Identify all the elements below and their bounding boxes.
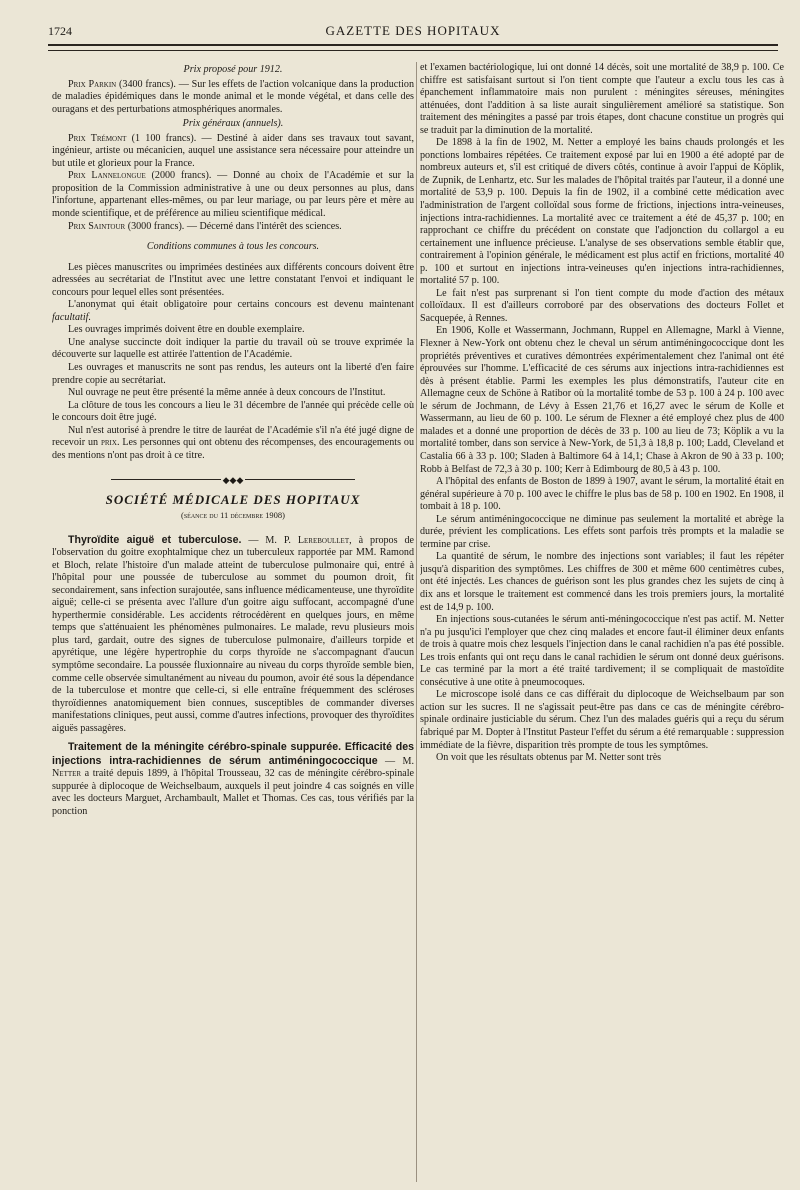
paragraph: La quantité de sérum, le nombre des injections sont variables; il faut les répéter jusqu'à disparition des symptômes. Les chiffres de 300 et même 600 centimètres cubes, ont été injectés. Les chances de guérison sont les plus grandes chez les sujets de cinq à dix ans et lorsque le traitement est commencé dans les trois premiers jours, la mortalité est de 14,9 p. 100.: [420, 551, 784, 613]
prize-name: Prix Saintour: [68, 220, 126, 232]
paragraph: Le sérum antiméningococcique ne diminue pas seulement la mortalité et abrège la durée, prévient les complications. Les effets sont parfois très prompts et la maladie se termine par crise.: [420, 513, 784, 550]
paragraph: et l'examen bactériologique, lui ont donné 14 décès, soit une mortalité de 38,9 p. 100. Ce chiffre est satisfaisant surtout si l'on tient compte que l'auteur a exclu tous les cas à épanchement inflammatoire mais non purulent : méningites séreuses, méningites atténuées, dont l'addition à sa liste aurait singulièrement amélioré sa statistique. Son traitement des méningites a passé par trois étapes, dont chacune constitue un progrès qui se traduit par la diminution de la mortalité.: [420, 62, 784, 136]
section-title: SOCIÉTÉ MÉDICALE DES HOPITAUX: [105, 492, 361, 508]
paragraph: On voit que les résultats obtenus par M. Netter sont très: [436, 752, 662, 764]
prize-name: Prix Lannelongue: [68, 170, 146, 182]
header-rule-thin: [48, 50, 778, 51]
prize-name: Prix Parkin: [68, 78, 117, 90]
prize-name: Prix Trémont: [68, 132, 127, 144]
article-title: Traitement de la méningite cérébro-spinale suppurée. Efficacité des injections intra-rachidiennes de sérum antiméningococcique: [52, 741, 414, 767]
right-column: [420, 62, 784, 1182]
paragraph: De 1898 à la fin de 1902, M. Netter a employé les bains chauds prolongés et les ponctions lombaires répétées. Ce traitement exposé par lui en 1900 a été adopté par de nombreux auteurs et, s'il est critiqué de divers côtés, continue à avoir l'appui de Köplik, de Zupnik, de Lenhartz, etc. Sur les malades de l'hôpital traités par l'auteur, il a donné une mortalité de 53,9 p. 100. Depuis la fin de 1902, il a combiné cette médication avec l'administration de l'argent colloïdal sous forme de frictions, injections intra-veineuses, injections intra-rachidiennes. La mortalité avec ce traitement a été de 45,37 p. 100; en rapprochant ce chiffre du précédent on constate que l'adjonction du collargol a eu certainement une influence précieuse. L'analyse de ses observations semble établir que, contrairement à l'opinion générale, le médicament est plus actif en frictions, mortalité 40 p. 100 et surtout en injections intra-veineuses qu'en injections intra-rachidiennes, mortalité 57 p. 100.: [420, 137, 784, 287]
paragraph: Nul n'est autorisé à prendre le titre de lauréat de l'Académie s'il n'a été jugé digne de recevoir un prix. Les personnes qui ont obtenu des récompenses, des encouragements ou des mentions n'ont pas droit à ce titre.: [52, 424, 414, 461]
paragraph: A l'hôpital des enfants de Boston de 1899 à 1907, avant le sérum, la mortalité était en général supérieure à 70 p. 100 avec le chiffre le plus bas de 58 p. 100 en 1902. En 1908, il tombait à 18 p. 100.: [420, 476, 784, 513]
paragraph: Le fait n'est pas surprenant si l'on tient compte du mode d'action des métaux colloïdaux. Il est d'ailleurs corroboré par des observations des docteurs Follet et Sacquepée, à Rennes.: [420, 287, 784, 324]
article-title: Thyroïdite aiguë et tuberculose.: [68, 533, 242, 546]
session-date: (séance du 11 décembre 1908): [180, 509, 285, 520]
column-divider: [416, 62, 417, 1182]
page-number: 1724: [48, 24, 72, 38]
paragraph: Les ouvrages imprimés doivent être en double exemplaire.: [68, 324, 305, 336]
paragraph: Nul ouvrage ne peut être présenté la même année à deux concours de l'Institut.: [68, 387, 386, 399]
article-meningitis: Traitement de la méningite cérébro-spinale suppurée. Efficacité des injections intra-rachidiennes de sérum antiméningococcique — M. Netter a traité depuis 1899, à l'hôpital Trousseau, 32 cas de méningite cérébro-spinale suppurée à diplocoque de Weichselbaum, auxquels il peut joindre 4 cas soignés en ville avec les docteurs Marguet, Archambault, Mallet et Thomas. Ces cas, tous vérifiés par la ponction: [52, 741, 414, 817]
paragraph: Une analyse succincte doit indiquer la partie du travail où se trouve exprimée la découverte sur laquelle est attirée l'attention de l'Académie.: [52, 336, 414, 361]
paragraph: Prix Trémont (1 100 francs). — Destiné à aider dans ses travaux tout savant, ingénieur, artiste ou mécanicien, auquel une assistance sera nécessaire pour atteindre un but utile et glorieux pour la France.: [52, 132, 414, 169]
paragraph: Prix Saintour (3000 francs). — Décerné dans l'intérêt des sciences.: [68, 220, 342, 232]
general-prizes-heading: Prix généraux (annuels).: [182, 118, 284, 130]
author-name: Netter: [52, 768, 82, 780]
paragraph: Prix Lannelongue (2000 francs). — Donné au choix de l'Académie et sur la proposition de la Commission administrative à une ou deux personnes au plus, dans l'infortune, appartenant elles-mêmes, ou par leur mariage, ou par leurs père et mère au monde scientifique, et de préférence au milieu scientifique médical.: [52, 170, 414, 220]
section-ornament: ◆◆◆: [52, 474, 414, 484]
author-name: Lereboullet: [297, 534, 350, 546]
conditions-heading: Conditions communes à tous les concours.: [146, 241, 320, 253]
paragraph: La clôture de tous les concours a lieu le 31 décembre de l'année qui précède celle où le concours doit être jugé.: [52, 399, 414, 424]
paragraph: En injections sous-cutanées le sérum anti-méningococcique n'est pas actif. M. Netter n'a pu jusqu'ici l'employer que chez cinq malades et encore faut-il éliminer deux enfants de trois à quatre mois chez lesquels l'injection dans le canal rachidien n'a pas été possible. Les trois enfants qui ont reçu dans le canal rachidien le sérum ont donné deux guérisons. Le cas terminé par la mort a été traité tardivement; il se compliquait de mastoïdite consécutive à une otite à pneumocoques.: [420, 614, 784, 688]
paragraph: Le microscope isolé dans ce cas différait du diplocoque de Weichselbaum par son action sur les sucres. Il ne s'agissait peut-être pas dans ce cas de méningite cérébro-spinale ordinaire justiciable du sérum. Chez l'un des malades guéris qui a reçu du sérum fabriqué par M. Dopter à l'Institut Pasteur l'effet du sérum a été remarquable : suppression immédiate de la fièvre, disparition très prompte de tous les symptômes.: [420, 689, 784, 751]
paragraph: En 1906, Kolle et Wassermann, Jochmann, Ruppel en Allemagne, Markl à Vienne, Flexner à New-York ont obtenu chez le cheval un sérum antiméningococcique dont les propriétés préventives et curatives démontrées expérimentalement chez l'animal ont été éprouvées sur l'homme. L'efficacité de ces sérums aux injections intra-rachidiennes est dès à présent établie. Parmi les exemples les plus démonstratifs, l'auteur cite en Allemagne ceux de Schöne à Ratibor où la mortalité tombe de 53 p. 100 à 24 p. 100 avec le sérum de Jochmann, de Lévy à Essen 21,76 et 16,27 avec le sérum de Kolle et Wassermann, au lieu de 60 p. 100. Le sérum de Flexner a été employé chez plus de 400 malades et a donné une proportion de décès de 33 p. 100 au lieu de 73; Köplik a vu la mortalité tomber, dans son service à New-York, de 51,3 à 18,8 p. 100; Ladd, Cleveland et Castalia 66 à 33 p. 100; Sladen à Baltimore 64 à 14,1; Chase à Akron de 90 à 33 p. 100; Robb à Belfast de 72,3 à 30 p. 100; Kerr à Edimbourg de 80,5 à 43 p. 100.: [420, 325, 784, 475]
paragraph: L'anonymat qui était obligatoire pour certains concours est devenu maintenant facultatif.: [52, 299, 414, 323]
article-thyroiditis: Thyroïdite aiguë et tuberculose. — M. P. Lereboullet, à propos de l'observation du goitre exophtalmique chez un tuberculeux rapportée par MM. Ramond et Bloch, relate l'histoire d'un malade atteint de tuberculose pulmonaire qui, entré à l'hôpital pour une poussée de tuberculose au sommet du poumon droit, fit secondairement, sans infection surajoutée, sans influence médicamenteuse, une thyroïdite aiguë; celle-ci se présenta avec l'allure d'un goitre aigu suffocant, accompagné d'une hyperthermie considérable. Les accidents rétrocédèrent en quelques jours, en même temps que s'atténuaient les phénomènes pulmonaires. Le malade, revu plusieurs mois plus tard, gardait, outre des signes de tuberculose pulmonaire, d'ailleurs torpide et apyrétique, une légère hypertrophie du corps thyroïde ne s'accompagnant d'aucun symptôme secondaire. La poussée fluxionnaire au niveau du corps thyroïde semble bien, comme celle observée simultanément au niveau du poumon, avoir été sous la dépendance de la tuberculose et montre que celle-ci, si elle entraîne fréquemment des scléroses thyroïdiennes anatomiquement bien connues, susceptibles de commander diverses manifestations cliniques, peut aussi, comme d'autres infections, provoquer des thyroïdites aiguës passagères.: [52, 533, 414, 734]
paragraph: Les ouvrages et manuscrits ne sont pas rendus, les auteurs ont la liberté d'en faire prendre copie au secrétariat.: [52, 362, 414, 386]
left-column: [52, 62, 414, 1182]
prize-year-heading: Prix proposé pour 1912.: [183, 64, 283, 75]
paragraph: Prix Parkin (3400 francs). — Sur les effets de l'action volcanique dans la production de maladies épidémiques dans le monde animal et le monde végétal, et dans celle des ouragans et des perturbations atmosphériques anormales.: [52, 78, 414, 115]
running-title: GAZETTE DES HOPITAUX: [325, 23, 501, 38]
header-rule-thick: [48, 44, 778, 46]
paragraph: Les pièces manuscrites ou imprimées destinées aux différents concours doivent être adressées au secrétariat de l'Institut avec une lettre constatant l'envoi et indiquant le concours pour lequel elles sont présentées.: [52, 261, 414, 298]
